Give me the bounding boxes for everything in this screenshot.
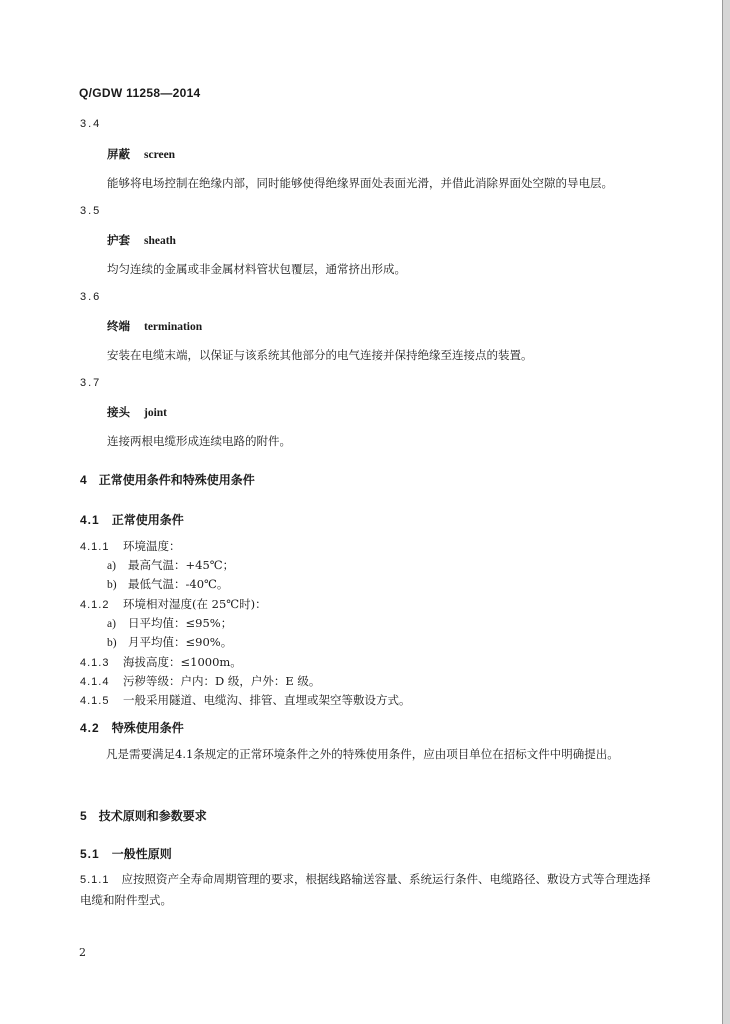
sub-item bbox=[107, 615, 232, 631]
item-text: 应按照资产全寿命周期管理的要求，根据线路输送容量、系统运行条件、电缆路径、敷设方式等合理选择电缆和附件型式。 bbox=[80, 872, 651, 907]
item-text: 环境温度： bbox=[123, 539, 181, 553]
subsection-heading bbox=[80, 719, 184, 736]
clause-number: 3.6 bbox=[80, 291, 102, 303]
list-item bbox=[80, 692, 411, 708]
sub-item-text: 最高气温：+45℃； bbox=[128, 558, 235, 572]
list-item bbox=[80, 654, 242, 670]
clause-number: 3.5 bbox=[80, 205, 102, 217]
term-en: joint bbox=[144, 407, 167, 419]
term-en: sheath bbox=[144, 235, 176, 247]
section-heading bbox=[80, 807, 207, 824]
sub-item bbox=[107, 576, 228, 592]
page-number: 2 bbox=[79, 946, 86, 959]
item-text: 一般采用隧道、电缆沟、排管、直埋或架空等敷设方式。 bbox=[123, 693, 411, 707]
sub-item-text: 日平均值：≤95%； bbox=[128, 616, 233, 630]
subsection-title: 特殊使用条件 bbox=[111, 721, 184, 735]
sub-item-mark: a) bbox=[107, 560, 116, 572]
term-zh: 护套 bbox=[107, 233, 130, 247]
section-title: 技术原则和参数要求 bbox=[98, 809, 207, 823]
term-heading bbox=[107, 232, 176, 248]
list-item bbox=[80, 538, 181, 554]
item-number: 4.1.1 bbox=[80, 541, 110, 553]
list-item bbox=[80, 596, 267, 612]
item-number: 4.1.3 bbox=[80, 657, 110, 669]
subsection-number: 4.1 bbox=[80, 513, 100, 527]
item-number: 4.1.4 bbox=[80, 676, 110, 688]
section-number: 4 bbox=[80, 473, 87, 487]
term-heading bbox=[107, 146, 175, 162]
term-definition: 安装在电缆末端，以保证与该系统其他部分的电气连接并保持绝缘至连接点的装置。 bbox=[107, 348, 533, 362]
sub-item bbox=[107, 557, 234, 573]
section-number: 5 bbox=[80, 809, 87, 823]
term-en: screen bbox=[144, 149, 176, 161]
sub-item-mark: a) bbox=[107, 618, 116, 630]
paragraph: 凡是需要满足4.1条规定的正常环境条件之外的特殊使用条件，应由项目单位在招标文件中明确提出。 bbox=[106, 747, 619, 761]
subsection-heading bbox=[80, 845, 172, 862]
sub-item-mark: b) bbox=[107, 579, 117, 591]
list-item bbox=[80, 673, 320, 689]
subsection-title: 正常使用条件 bbox=[111, 513, 184, 527]
sub-item-mark: b) bbox=[107, 637, 117, 649]
sub-item bbox=[107, 634, 232, 650]
clause-number: 3.7 bbox=[80, 377, 102, 389]
sub-item-text: 最低气温：-40℃。 bbox=[128, 577, 229, 591]
sub-item-text: 月平均值：≤90%。 bbox=[128, 635, 233, 649]
clause-number: 3.4 bbox=[80, 118, 102, 130]
section-title: 正常使用条件和特殊使用条件 bbox=[98, 473, 255, 487]
term-heading bbox=[107, 404, 167, 420]
paragraph bbox=[80, 869, 660, 910]
item-number: 4.1.2 bbox=[80, 599, 110, 611]
term-zh: 屏蔽 bbox=[107, 147, 130, 161]
subsection-number: 4.2 bbox=[80, 721, 100, 735]
subsection-heading bbox=[80, 511, 184, 528]
term-definition: 能够将电场控制在绝缘内部，同时能够使得绝缘界面处表面光滑，并借此消除界面处空隙的导电层。 bbox=[107, 176, 613, 190]
term-zh: 接头 bbox=[107, 405, 130, 419]
item-number: 5.1.1 bbox=[80, 874, 110, 886]
item-text: 污秽等级：户内：D 级，户外：E 级。 bbox=[123, 674, 321, 688]
section-heading bbox=[80, 471, 255, 488]
document-id: Q/GDW 11258—2014 bbox=[79, 86, 201, 100]
subsection-number: 5.1 bbox=[80, 847, 100, 861]
item-text: 海拔高度：≤1000m。 bbox=[123, 655, 242, 669]
subsection-title: 一般性原则 bbox=[111, 847, 172, 861]
page-edge bbox=[723, 0, 730, 1024]
item-text: 环境相对湿度(在 25℃时)： bbox=[123, 597, 267, 611]
item-number: 4.1.5 bbox=[80, 695, 110, 707]
term-definition: 连接两根电缆形成连续电路的附件。 bbox=[107, 434, 291, 448]
term-definition: 均匀连续的金属或非金属材料管状包覆层，通常挤出形成。 bbox=[107, 262, 406, 276]
term-heading bbox=[107, 318, 202, 334]
term-en: termination bbox=[144, 321, 203, 333]
term-zh: 终端 bbox=[107, 319, 130, 333]
